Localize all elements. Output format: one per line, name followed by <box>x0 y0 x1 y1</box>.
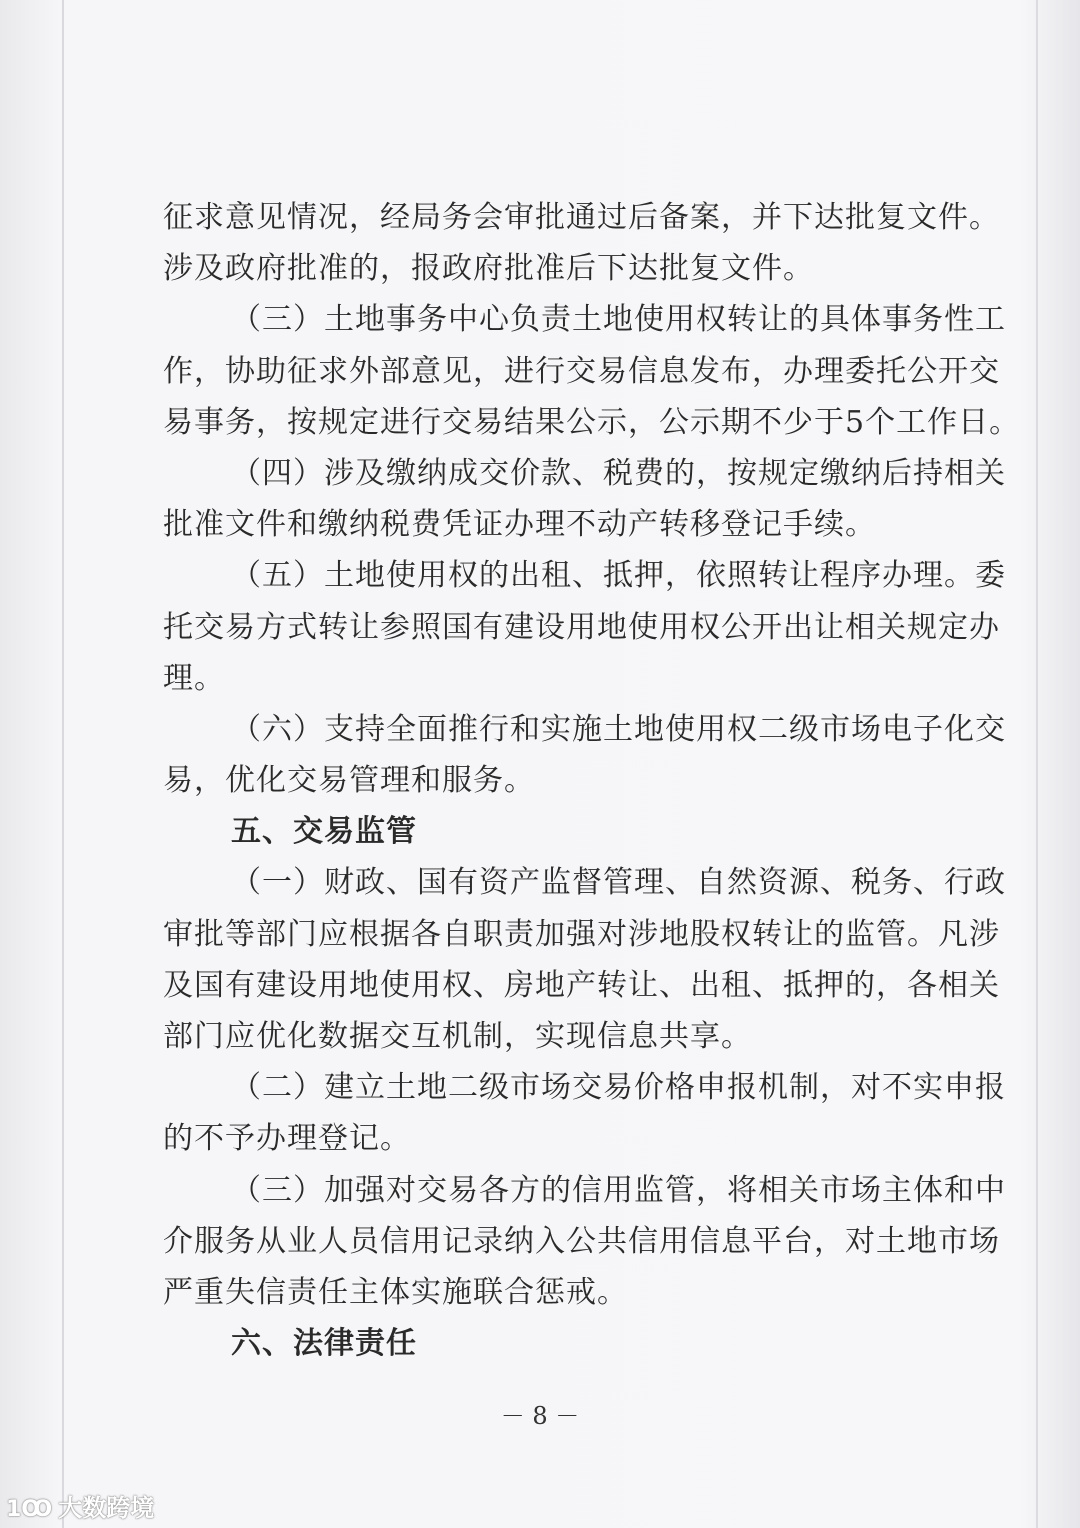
text-line: （二）建立土地二级市场交易价格申报机制，对不实申报 <box>231 1070 1006 1106</box>
page-edge-shadow <box>1036 0 1038 1528</box>
text-line: （六）支持全面推行和实施土地使用权二级市场电子化交 <box>231 711 1006 747</box>
text-line: 审批等部门应根据各自职责加强对涉地股权转让的监管。凡涉 <box>163 916 1000 952</box>
text-line: 理。 <box>163 660 225 696</box>
text-line: 的不予办理登记。 <box>163 1121 411 1157</box>
text-line: 严重失信责任主体实施联合惩戒。 <box>163 1274 628 1310</box>
page-edge-shadow <box>62 0 64 1528</box>
page-number-text: － 8 － <box>500 1402 580 1430</box>
watermark <box>6 1488 154 1523</box>
section-heading: 五、交易监管 <box>231 814 417 850</box>
text-line: 征求意见情况，经局务会审批通过后备案，并下达批复文件。 <box>163 200 1000 235</box>
page-number <box>0 1396 1080 1431</box>
text-line: 涉及政府批准的，报政府批准后下达批复文件。 <box>163 251 814 287</box>
text-line: 批准文件和缴纳税费凭证办理不动产转移登记手续。 <box>163 507 876 543</box>
text-line: （五）土地使用权的出租、抵押，依照转让程序办理。委 <box>231 558 1006 594</box>
text-line: （一）财政、国有资产监督管理、自然资源、税务、行政 <box>231 865 1006 901</box>
text-line: （四）涉及缴纳成交价款、税费的，按规定缴纳后持相关 <box>231 455 1006 491</box>
text-line: （三）土地事务中心负责土地使用权转让的具体事务性工 <box>231 302 1006 338</box>
text-line: 易，优化交易管理和服务。 <box>163 763 535 799</box>
text-line: 及国有建设用地使用权、房地产转让、出租、抵押的，各相关 <box>163 967 1000 1003</box>
watermark-text: 大数跨境 <box>58 1494 155 1522</box>
text-line: 部门应优化数据交互机制，实现信息共享。 <box>163 1019 752 1054</box>
document-body <box>163 192 1021 1369</box>
section-heading: 六、法律责任 <box>231 1326 417 1362</box>
text-line: 托交易方式转让参照国有建设用地使用权公开出让相关规定办 <box>163 609 1000 645</box>
text-line: 介服务从业人员信用记录纳入公共信用信息平台，对土地市场 <box>163 1223 1000 1259</box>
text-line: （三）加强对交易各方的信用监管，将相关市场主体和中 <box>231 1172 1006 1208</box>
watermark-logo-icon: 1Ꝏ <box>6 1497 53 1522</box>
text-line: 易事务，按规定进行交易结果公示，公示期不少于5个工作日。 <box>163 404 1021 440</box>
text-line: 作，协助征求外部意见，进行交易信息发布，办理委托公开交 <box>163 353 1000 389</box>
